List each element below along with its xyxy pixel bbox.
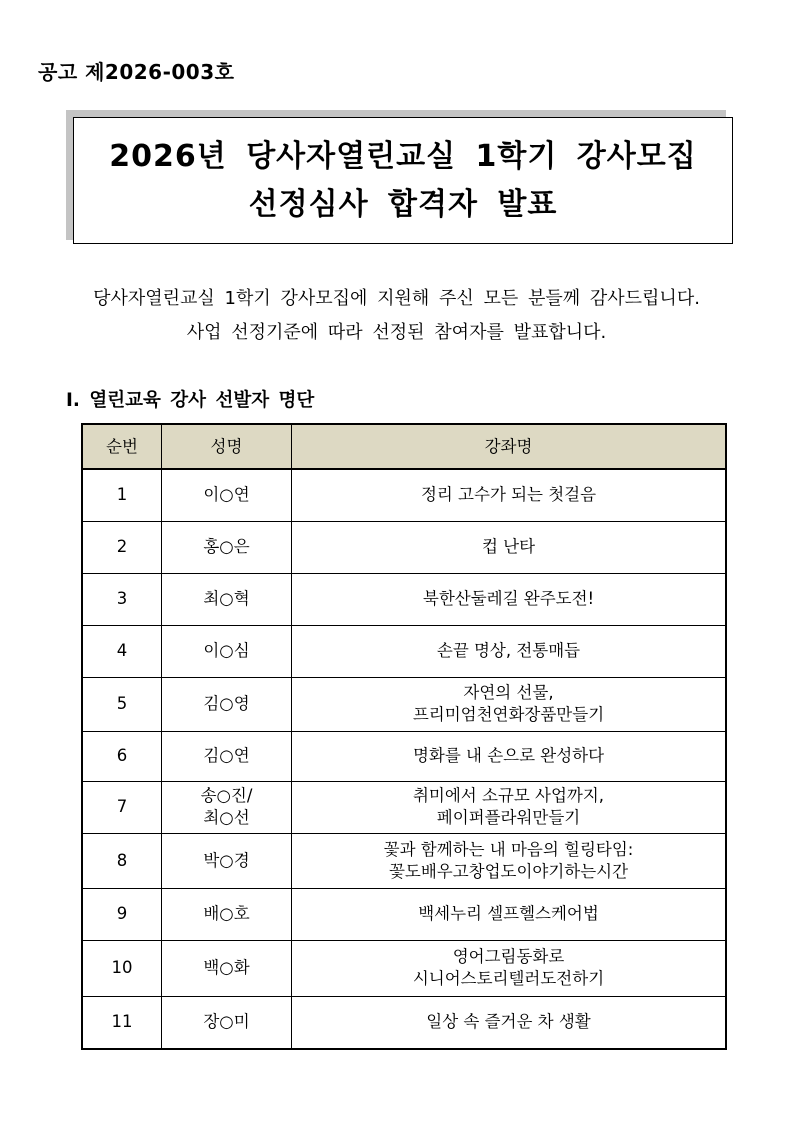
table-row xyxy=(82,625,726,677)
header-course: 강좌명 xyxy=(292,424,727,469)
course-title-line: 꽃도배우고창업도이야기하는시간 xyxy=(388,861,629,881)
title-line-1: 2026년 당사자열린교실 1학기 강사모집 xyxy=(109,138,697,174)
instructor-name xyxy=(162,573,292,625)
title-line-2: 선정심사 합격자 발표 xyxy=(248,186,558,222)
course-title-line: 페이퍼플라워만들기 xyxy=(436,808,581,827)
instructor-name-line: 박○경 xyxy=(203,850,250,870)
table-row xyxy=(82,731,726,781)
course-title xyxy=(292,888,727,940)
row-number: 9 xyxy=(82,888,162,940)
instructor-table xyxy=(81,423,727,1050)
course-title-line: 백세누리 셀프헬스케어법 xyxy=(418,904,599,923)
instructor-name xyxy=(162,469,292,521)
table-body xyxy=(82,469,726,1049)
instructor-name-line: 이○심 xyxy=(203,641,250,660)
course-title-line: 손끝 명상, 전통매듭 xyxy=(436,641,581,660)
instructor-name-line: 배○호 xyxy=(203,904,250,923)
row-number: 5 xyxy=(82,677,162,731)
row-number: 3 xyxy=(82,573,162,625)
course-title-line: 북한산둘레길 완주도전! xyxy=(422,589,595,608)
course-title xyxy=(292,469,727,521)
instructor-name-line: 장○미 xyxy=(203,1012,250,1032)
intro-text xyxy=(0,282,793,350)
table-row xyxy=(82,996,726,1049)
instructor-name xyxy=(162,781,292,833)
intro-line-1: 당사자열린교실 1학기 강사모집에 지원해 주신 모든 분들께 감사드립니다. xyxy=(93,288,700,309)
course-title-line: 명화를 내 손으로 완성하다 xyxy=(412,746,605,765)
section-title: Ⅰ. 열린교육 강사 선발자 명단 xyxy=(66,390,315,411)
row-number: 7 xyxy=(82,781,162,833)
table-row xyxy=(82,888,726,940)
course-title-line: 프리미엄천연화장품만들기 xyxy=(412,705,605,724)
instructor-name xyxy=(162,888,292,940)
course-title xyxy=(292,996,727,1049)
course-title-line: 취미에서 소규모 사업까지, xyxy=(412,786,605,805)
instructor-name xyxy=(162,677,292,731)
instructor-name xyxy=(162,521,292,573)
instructor-name xyxy=(162,940,292,996)
table-row xyxy=(82,781,726,833)
instructor-name xyxy=(162,731,292,781)
row-number: 1 xyxy=(82,469,162,521)
course-title xyxy=(292,521,727,573)
instructor-name xyxy=(162,996,292,1049)
course-title-line: 일상 속 즐거운 차 생활 xyxy=(426,1012,591,1032)
notice-number: 공고 제2026-003호 xyxy=(38,60,235,84)
row-number: 8 xyxy=(82,833,162,888)
instructor-name-line: 김○연 xyxy=(203,746,250,765)
row-number: 4 xyxy=(82,625,162,677)
table-row xyxy=(82,677,726,731)
row-number: 2 xyxy=(82,521,162,573)
course-title xyxy=(292,677,727,731)
course-title xyxy=(292,781,727,833)
table-row xyxy=(82,573,726,625)
title-box xyxy=(73,117,733,244)
header-number: 순번 xyxy=(82,424,162,469)
instructor-name-line: 최○혁 xyxy=(203,589,250,608)
course-title xyxy=(292,833,727,888)
table-header-row xyxy=(82,424,726,469)
instructor-name xyxy=(162,625,292,677)
course-title-line: 컵 난타 xyxy=(481,537,536,556)
table-row xyxy=(82,940,726,996)
instructor-name xyxy=(162,833,292,888)
instructor-name-line: 김○영 xyxy=(203,694,250,713)
instructor-name-line: 이○연 xyxy=(203,485,250,505)
course-title xyxy=(292,573,727,625)
instructor-name-line: 홍○은 xyxy=(203,537,250,556)
header-name: 성명 xyxy=(162,424,292,469)
course-title-line: 시니어스토리텔러도전하기 xyxy=(412,969,605,988)
course-title-line: 정리 고수가 되는 첫걸음 xyxy=(420,485,597,505)
row-number: 10 xyxy=(82,940,162,996)
course-title xyxy=(292,940,727,996)
table-row xyxy=(82,521,726,573)
instructor-name-line: 송○진/ xyxy=(200,786,253,805)
instructor-name-line: 최○선 xyxy=(203,808,250,827)
table-row xyxy=(82,469,726,521)
course-title xyxy=(292,731,727,781)
course-title xyxy=(292,625,727,677)
course-title-line: 영어그림동화로 xyxy=(452,947,565,966)
course-title-line: 자연의 선물, xyxy=(463,683,554,702)
row-number: 6 xyxy=(82,731,162,781)
intro-line-2: 사업 선정기준에 따라 선정된 참여자를 발표합니다. xyxy=(186,322,607,343)
row-number: 11 xyxy=(82,996,162,1049)
course-title-line: 꽃과 함께하는 내 마음의 힐링타임: xyxy=(383,839,634,859)
table-row xyxy=(82,833,726,888)
instructor-name-line: 백○화 xyxy=(203,958,250,977)
